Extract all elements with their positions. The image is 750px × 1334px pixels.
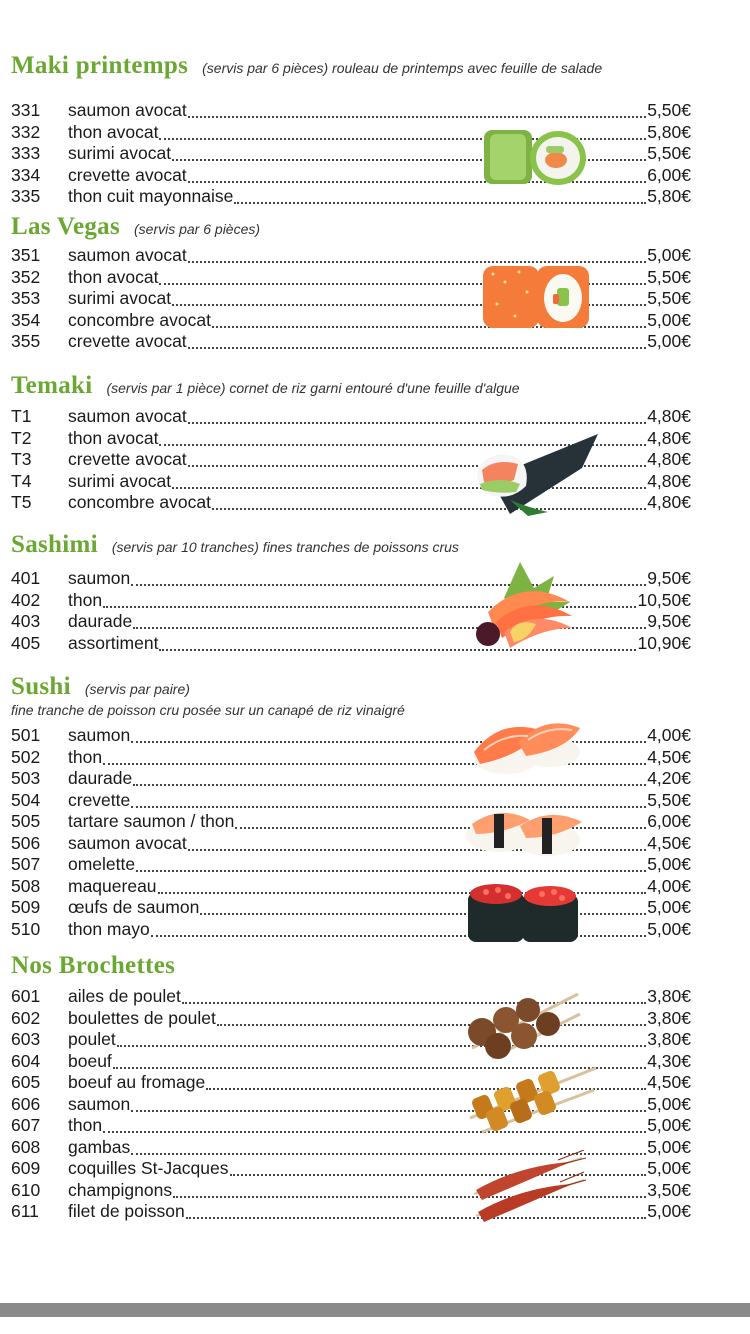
item-name: thon avocat <box>68 121 159 142</box>
menu-item <box>11 100 691 122</box>
item-price: 4,00€ <box>647 875 691 896</box>
item-price: 9,50€ <box>647 611 691 631</box>
menu-item <box>11 633 691 655</box>
item-name: crevette avocat <box>68 331 187 351</box>
section-note: (servis par paire) <box>84 681 190 697</box>
item-name: concombre avocat <box>68 492 211 512</box>
item-code: 610 <box>11 1179 41 1200</box>
item-code: 332 <box>11 121 41 142</box>
section-sushi <box>11 673 691 940</box>
item-price: 4,80€ <box>647 470 691 491</box>
item-code: 508 <box>11 875 41 896</box>
section-subtitle: fine tranche de poisson cru posée sur un canapé de riz vinaigré <box>11 702 405 718</box>
menu-item <box>11 897 691 919</box>
item-code: 335 <box>11 186 41 206</box>
item-price: 3,50€ <box>647 1179 691 1200</box>
menu-item <box>11 919 691 941</box>
item-code: 611 <box>11 1201 39 1221</box>
item-code: 604 <box>11 1050 41 1071</box>
item-code: 506 <box>11 832 41 853</box>
dot-leader <box>188 245 647 263</box>
item-code: T1 <box>11 406 32 426</box>
item-price: 5,00€ <box>647 331 691 351</box>
menu-item <box>11 1029 691 1051</box>
item-name: champignons <box>68 1179 173 1200</box>
menu-item <box>11 854 691 876</box>
item-code: 607 <box>11 1115 41 1135</box>
item-price: 4,80€ <box>647 427 691 448</box>
item-code: 502 <box>11 746 41 767</box>
item-name: thon <box>68 589 103 610</box>
item-price: 3,80€ <box>647 1007 691 1028</box>
item-price: 5,80€ <box>647 186 691 206</box>
item-name: filet de poisson <box>68 1201 185 1221</box>
item-code: 331 <box>11 100 41 120</box>
item-price: 5,00€ <box>647 1136 691 1157</box>
item-price: 4,00€ <box>647 725 691 745</box>
menu-item <box>11 611 691 633</box>
section-note: (servis par 6 pièces) <box>134 221 261 237</box>
item-code: 405 <box>11 632 41 653</box>
item-price: 5,00€ <box>647 1158 691 1178</box>
item-name: thon <box>68 746 103 767</box>
item-name: coquilles St-Jacques <box>68 1158 229 1178</box>
item-name: thon mayo <box>68 918 150 939</box>
item-name: thon <box>68 1115 103 1135</box>
item-price: 10,50€ <box>637 589 691 610</box>
menu-item <box>11 568 691 590</box>
sushi-salmon-photo <box>470 712 584 778</box>
item-price: 5,50€ <box>647 100 691 120</box>
section-note: (servis par 6 pièces) rouleau de printemps avec feuille de salade <box>202 60 603 76</box>
item-code: 402 <box>11 589 41 610</box>
item-name: tartare saumon / thon <box>68 811 235 831</box>
menu-item <box>11 186 691 208</box>
section-title: Sashimi <box>11 531 98 558</box>
item-price: 5,00€ <box>647 918 691 939</box>
sashimi-photo <box>474 558 578 654</box>
item-name: thon avocat <box>68 266 159 287</box>
item-code: 401 <box>11 568 41 588</box>
item-price: 10,90€ <box>637 632 691 653</box>
bottom-bar <box>0 1303 750 1317</box>
item-code: 509 <box>11 897 41 917</box>
menu-item <box>11 725 691 747</box>
menu-item <box>11 406 691 428</box>
item-price: 5,50€ <box>647 143 691 163</box>
item-name: surimi avocat <box>68 470 172 491</box>
menu-item <box>11 1137 691 1159</box>
menu-item <box>11 811 691 833</box>
item-code: 353 <box>11 288 41 308</box>
item-name: omelette <box>68 854 136 874</box>
item-price: 5,50€ <box>647 288 691 308</box>
item-name: surimi avocat <box>68 143 172 163</box>
menu-item <box>11 876 691 898</box>
item-price: 4,80€ <box>647 449 691 469</box>
menu-item <box>11 1201 691 1223</box>
item-code: 333 <box>11 143 41 163</box>
item-code: 354 <box>11 309 41 330</box>
item-code: 603 <box>11 1029 41 1049</box>
section-title: Temaki <box>11 372 93 399</box>
item-name: crevette <box>68 789 131 810</box>
sushi-salmon-roe-photo <box>466 880 582 944</box>
item-price: 5,50€ <box>647 789 691 810</box>
item-code: T3 <box>11 449 32 469</box>
menu-item <box>11 590 691 612</box>
item-price: 5,50€ <box>647 266 691 287</box>
item-price: 4,50€ <box>647 746 691 767</box>
dot-leader <box>234 186 646 204</box>
las-vegas-photo <box>481 262 593 330</box>
item-price: 5,00€ <box>647 1201 691 1221</box>
item-name: thon avocat <box>68 427 159 448</box>
item-name: saumon <box>68 725 131 745</box>
item-price: 6,00€ <box>647 811 691 831</box>
item-name: assortiment <box>68 632 159 653</box>
item-code: 334 <box>11 164 41 185</box>
item-name: crevette avocat <box>68 449 187 469</box>
item-price: 5,00€ <box>647 854 691 874</box>
item-price: 5,00€ <box>647 1115 691 1135</box>
item-code: 609 <box>11 1158 41 1178</box>
item-name: concombre avocat <box>68 309 211 330</box>
item-price: 5,00€ <box>647 1093 691 1114</box>
item-code: 606 <box>11 1093 41 1114</box>
item-code: T2 <box>11 427 32 448</box>
item-price: 9,50€ <box>647 568 691 588</box>
item-price: 3,80€ <box>647 986 691 1006</box>
item-name: saumon <box>68 568 131 588</box>
item-code: 352 <box>11 266 41 287</box>
item-price: 4,30€ <box>647 1050 691 1071</box>
item-name: saumon <box>68 1093 131 1114</box>
dot-leader <box>188 100 647 118</box>
item-code: T4 <box>11 470 32 491</box>
item-name: daurade <box>68 611 133 631</box>
item-price: 5,80€ <box>647 121 691 142</box>
item-name: maquereau <box>68 875 157 896</box>
menu-item <box>11 833 691 855</box>
menu-item <box>11 1008 691 1030</box>
menu-item <box>11 768 691 790</box>
menu-item <box>11 986 691 1008</box>
menu-item <box>11 331 691 353</box>
item-name: saumon avocat <box>68 832 187 853</box>
brochettes-cheese-beef-photo <box>466 1066 598 1136</box>
item-code: 601 <box>11 986 41 1006</box>
item-code: 403 <box>11 611 41 631</box>
temaki-photo <box>470 428 602 518</box>
item-code: 605 <box>11 1072 41 1092</box>
item-name: surimi avocat <box>68 288 172 308</box>
item-price: 5,00€ <box>647 245 691 265</box>
brochettes-gambas-photo <box>468 1150 586 1224</box>
item-name: boulettes de poulet <box>68 1007 216 1028</box>
item-name: poulet <box>68 1029 116 1049</box>
item-price: 5,00€ <box>647 309 691 330</box>
item-name: crevette avocat <box>68 164 187 185</box>
section-title: Las Vegas <box>11 213 120 240</box>
item-code: 503 <box>11 768 41 788</box>
item-price: 4,80€ <box>647 492 691 512</box>
item-code: 501 <box>11 725 41 745</box>
item-code: T5 <box>11 492 32 512</box>
brochettes-chicken-photo <box>462 988 582 1064</box>
section-title: Maki printemps <box>11 52 189 79</box>
item-price: 4,50€ <box>647 1072 691 1092</box>
item-price: 4,50€ <box>647 832 691 853</box>
item-name: ailes de poulet <box>68 986 181 1006</box>
dot-leader <box>188 331 647 349</box>
menu-item <box>11 790 691 812</box>
section-title: Nos Brochettes <box>11 952 176 979</box>
item-code: 608 <box>11 1136 41 1157</box>
maki-printemps-photo <box>480 124 590 188</box>
item-name: boeuf <box>68 1050 112 1071</box>
dot-leader <box>188 406 647 424</box>
item-name: daurade <box>68 768 133 788</box>
sushi-shrimp-photo <box>464 800 588 860</box>
item-price: 6,00€ <box>647 164 691 185</box>
item-code: 510 <box>11 918 41 939</box>
item-name: gambas <box>68 1136 131 1157</box>
item-code: 602 <box>11 1007 41 1028</box>
item-name: boeuf au fromage <box>68 1072 206 1092</box>
section-title: Sushi <box>11 673 71 700</box>
item-code: 505 <box>11 811 41 831</box>
item-name: thon cuit mayonnaise <box>68 186 234 206</box>
item-name: saumon avocat <box>68 406 187 426</box>
menu-item <box>11 747 691 769</box>
item-price: 4,80€ <box>647 406 691 426</box>
item-price: 5,00€ <box>647 897 691 917</box>
item-name: saumon avocat <box>68 100 187 120</box>
item-code: 504 <box>11 789 41 810</box>
item-price: 3,80€ <box>647 1029 691 1049</box>
item-code: 507 <box>11 854 41 874</box>
menu-item <box>11 1158 691 1180</box>
menu-item <box>11 1180 691 1202</box>
item-code: 351 <box>11 245 41 265</box>
item-code: 355 <box>11 331 41 351</box>
item-price: 4,20€ <box>647 768 691 788</box>
section-note: (servis par 10 tranches) fines tranches de poissons crus <box>111 539 459 555</box>
item-name: saumon avocat <box>68 245 187 265</box>
item-name: œufs de saumon <box>68 897 200 917</box>
section-note: (servis par 1 pièce) cornet de riz garni entouré d'une feuille d'algue <box>106 380 520 396</box>
section-sashimi <box>11 531 691 654</box>
